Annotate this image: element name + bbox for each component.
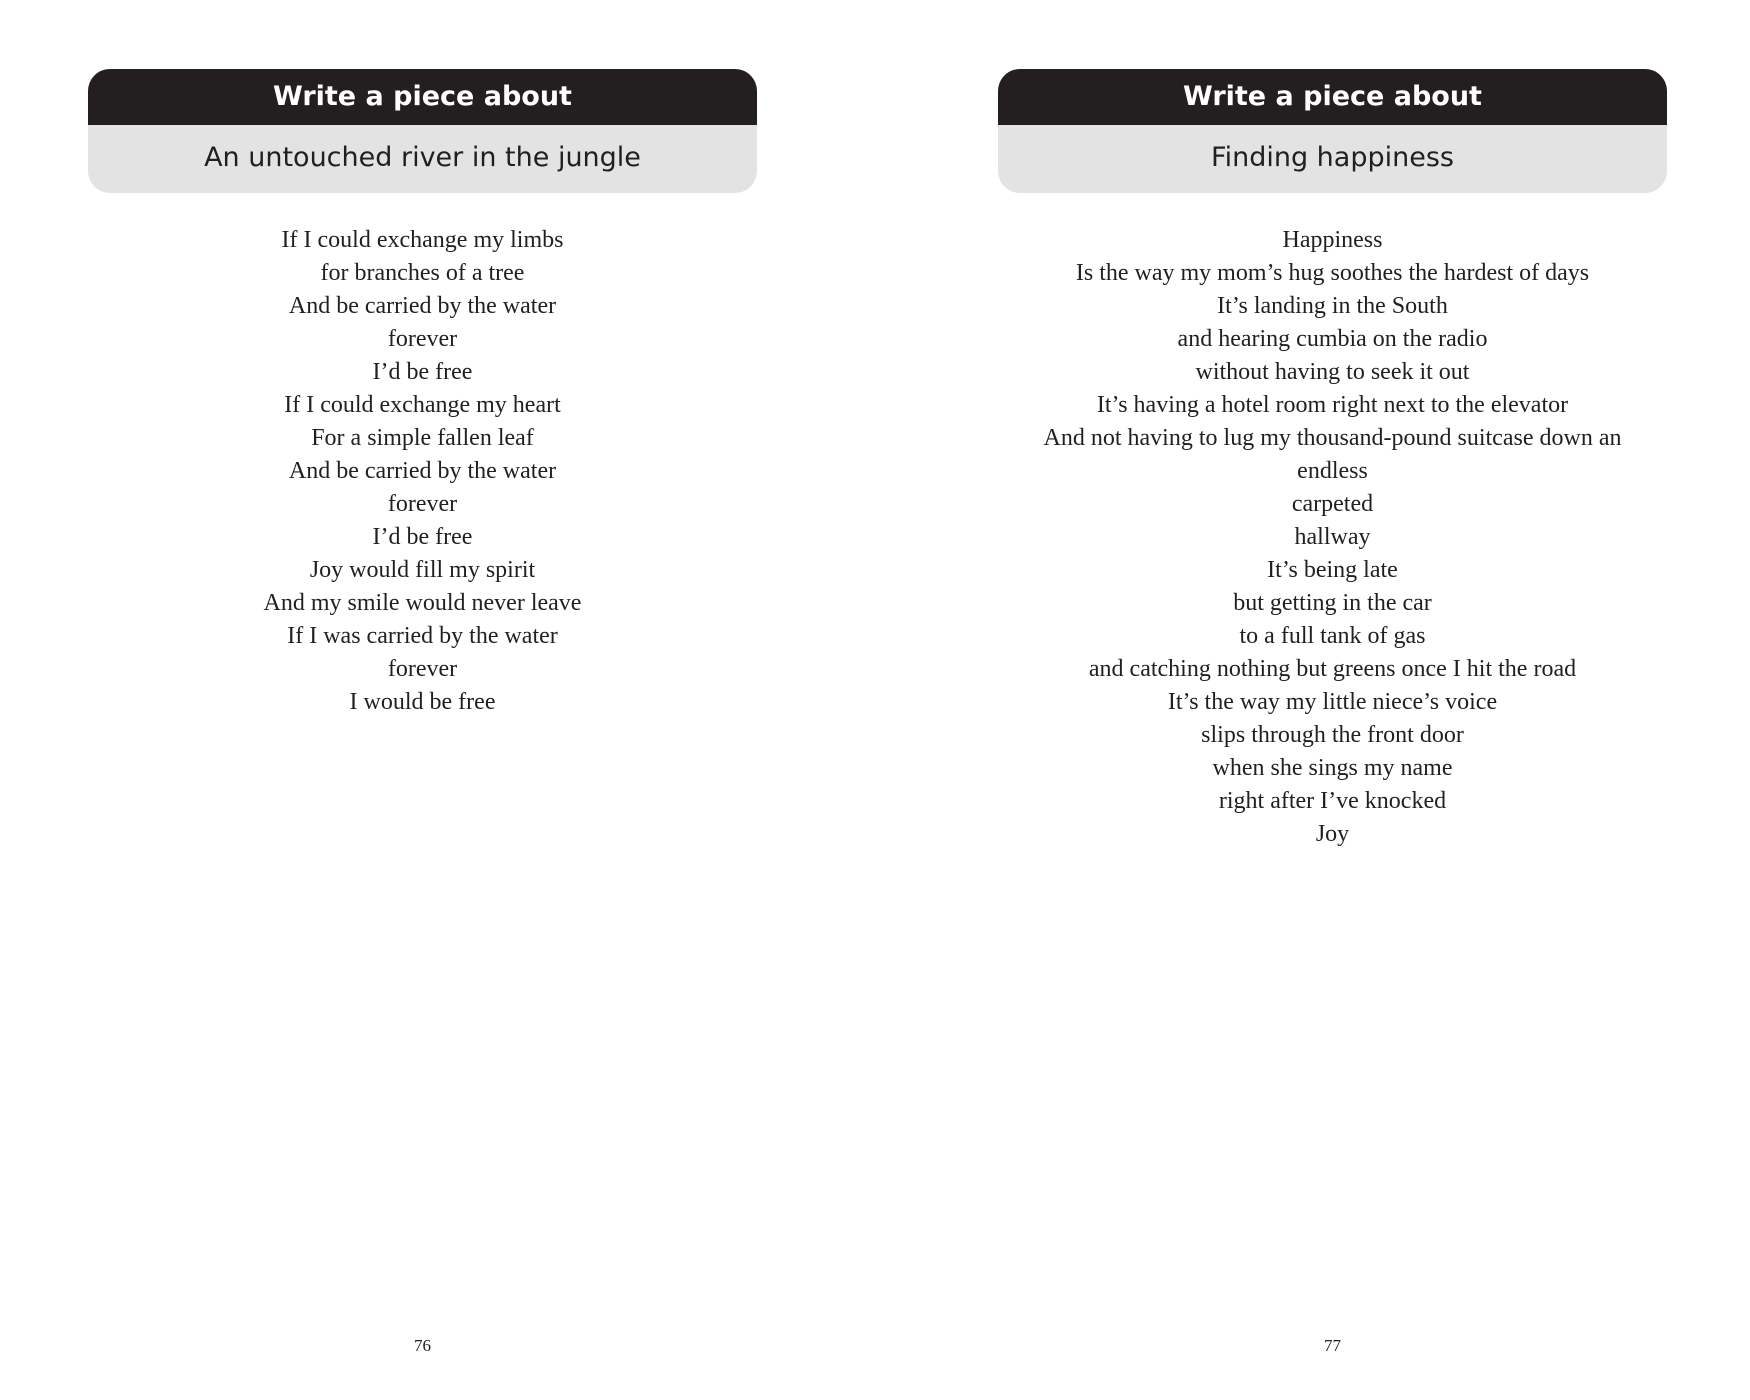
poem-line: slips through the front door (1201, 722, 1464, 748)
poem-line: forever (387, 491, 458, 517)
poem-line: carpeted (1291, 491, 1374, 517)
poem-line: For a simple fallen leaf (311, 425, 534, 451)
poem-line: without having to seek it out (1195, 359, 1470, 385)
poem-line: And be carried by the water (288, 458, 557, 484)
prompt-card (88, 69, 757, 193)
poem-line: If I was carried by the water (287, 623, 558, 649)
poem (88, 224, 757, 719)
poem-line: endless (1297, 458, 1368, 484)
poem-line: when she sings my name (1212, 755, 1453, 781)
poem-line: And not having to lug my thousand-pound suitcase down an (1043, 425, 1622, 451)
poem-line: It’s landing in the South (1217, 293, 1448, 319)
poem-line: for branches of a tree (320, 260, 525, 286)
poem-line: and catching nothing but greens once I hit the road (1088, 656, 1577, 682)
prompt-heading: Write a piece about (88, 69, 757, 125)
poem-line: I’d be free (372, 359, 473, 385)
page-number: 76 (414, 1336, 431, 1355)
poem-line: hallway (1294, 524, 1371, 550)
poem-line: and hearing cumbia on the radio (1177, 326, 1488, 352)
poem-line: If I could exchange my heart (284, 392, 561, 418)
poem-line: Joy (1315, 821, 1350, 847)
poem-line: forever (387, 326, 458, 352)
prompt-card (998, 69, 1667, 193)
prompt-heading: Write a piece about (998, 69, 1667, 125)
poem-line: to a full tank of gas (1239, 623, 1426, 649)
poem-line: forever (387, 656, 458, 682)
poem-line: Is the way my mom’s hug soothes the hardest of days (1075, 260, 1590, 286)
poem-line: I would be free (349, 689, 496, 715)
poem-line: but getting in the car (1233, 590, 1432, 616)
poem-line: If I could exchange my limbs (281, 227, 564, 253)
poem-line: right after I’ve knocked (1218, 788, 1447, 814)
poem (998, 224, 1667, 851)
poem-line: And my smile would never leave (263, 590, 582, 616)
poem-line: It’s being late (1267, 557, 1398, 583)
prompt-topic: Finding happiness (998, 125, 1667, 193)
poem-line: It’s having a hotel room right next to the elevator (1096, 392, 1569, 418)
prompt-topic: An untouched river in the jungle (88, 125, 757, 193)
poem-line: I’d be free (372, 524, 473, 550)
poem-line: Joy would fill my spirit (309, 557, 536, 583)
page-number: 77 (1324, 1336, 1341, 1355)
right-page (875, 0, 1750, 1400)
poem-line: Happiness (1282, 227, 1383, 253)
poem-line: It’s the way my little niece’s voice (1167, 689, 1498, 715)
poem-line: And be carried by the water (288, 293, 557, 319)
